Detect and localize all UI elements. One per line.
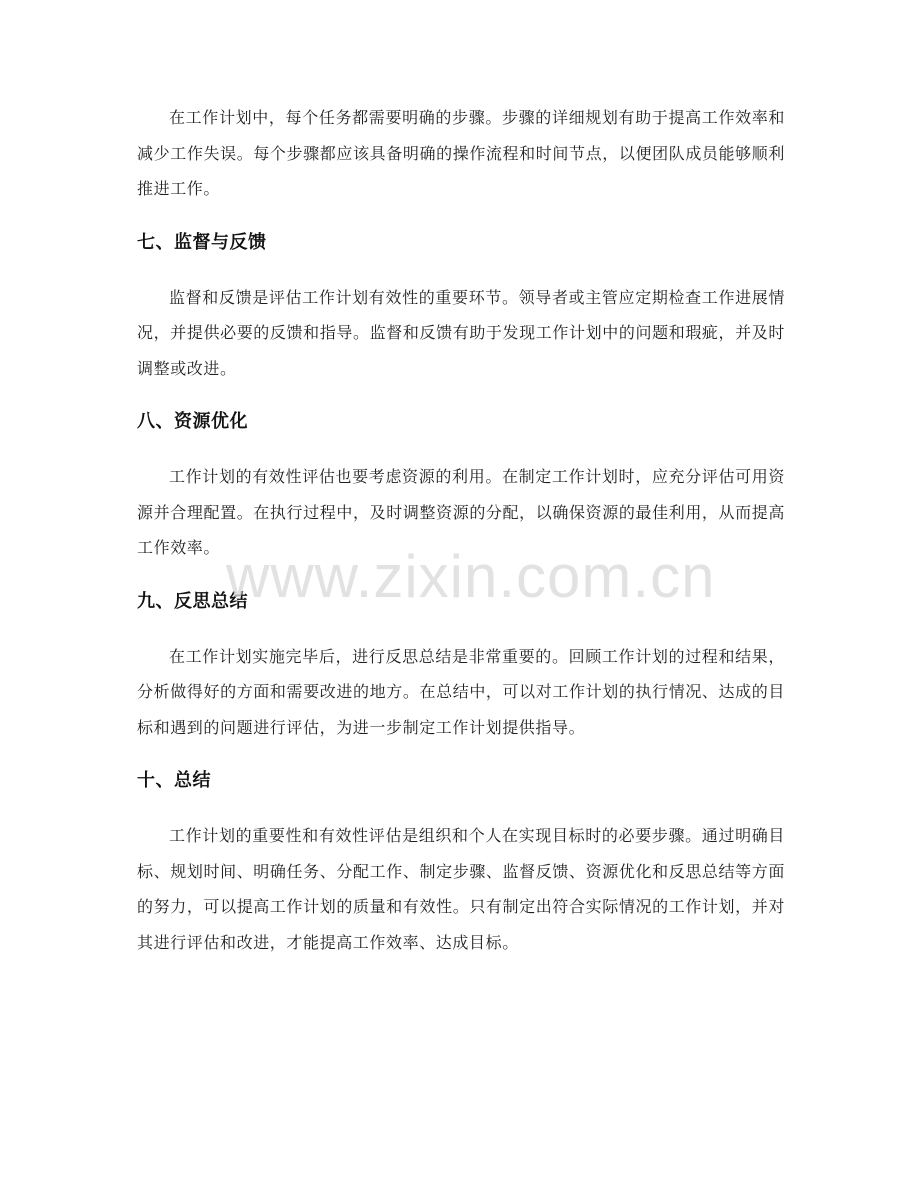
document-body	[137, 100, 785, 960]
watermark-text: www.zixin.com.cn	[226, 543, 716, 610]
section-paragraph-reflection: 在工作计划实施完毕后，进行反思总结是非常重要的。回顾工作计划的过程和结果，分析做得好的方面和需要改进的地方。在总结中，可以对工作计划的执行情况、达成的目标和遇到的问题进行评估，为进一步制定工作计划提供指导。	[137, 646, 785, 737]
section-heading-resources: 八、资源优化	[137, 411, 248, 432]
section-paragraph-summary: 工作计划的重要性和有效性评估是组织和个人在实现目标时的必要步骤。通过明确目标、规划时间、明确任务、分配工作、制定步骤、监督反馈、资源优化和反思总结等方面的努力，可以提高工作计划的质量和有效性。只有制定出符合实际情况的工作计划，并对其进行评估和改进，才能提高工作效率、达成目标。	[137, 826, 785, 952]
intro-paragraph: 在工作计划中，每个任务都需要明确的步骤。步骤的详细规划有助于提高工作效率和减少工作失误。每个步骤都应该具备明确的操作流程和时间节点，以便团队成员能够顺利推进工作。	[137, 108, 785, 198]
section-paragraph-supervision: 监督和反馈是评估工作计划有效性的重要环节。领导者或主管应定期检查工作进展情况，并提供必要的反馈和指导。监督和反馈有助于发现工作计划中的问题和瑕疵，并及时调整或改进。	[137, 287, 785, 378]
section-heading-summary: 十、总结	[137, 770, 211, 791]
section-heading-reflection: 九、反思总结	[137, 590, 248, 612]
section-heading-supervision: 七、监督与反馈	[137, 231, 267, 253]
section-paragraph-resources: 工作计划的有效性评估也要考虑资源的利用。在制定工作计划时，应充分评估可用资源并合理配置。在执行过程中，及时调整资源的分配，以确保资源的最佳利用，从而提高工作效率。	[137, 467, 785, 557]
